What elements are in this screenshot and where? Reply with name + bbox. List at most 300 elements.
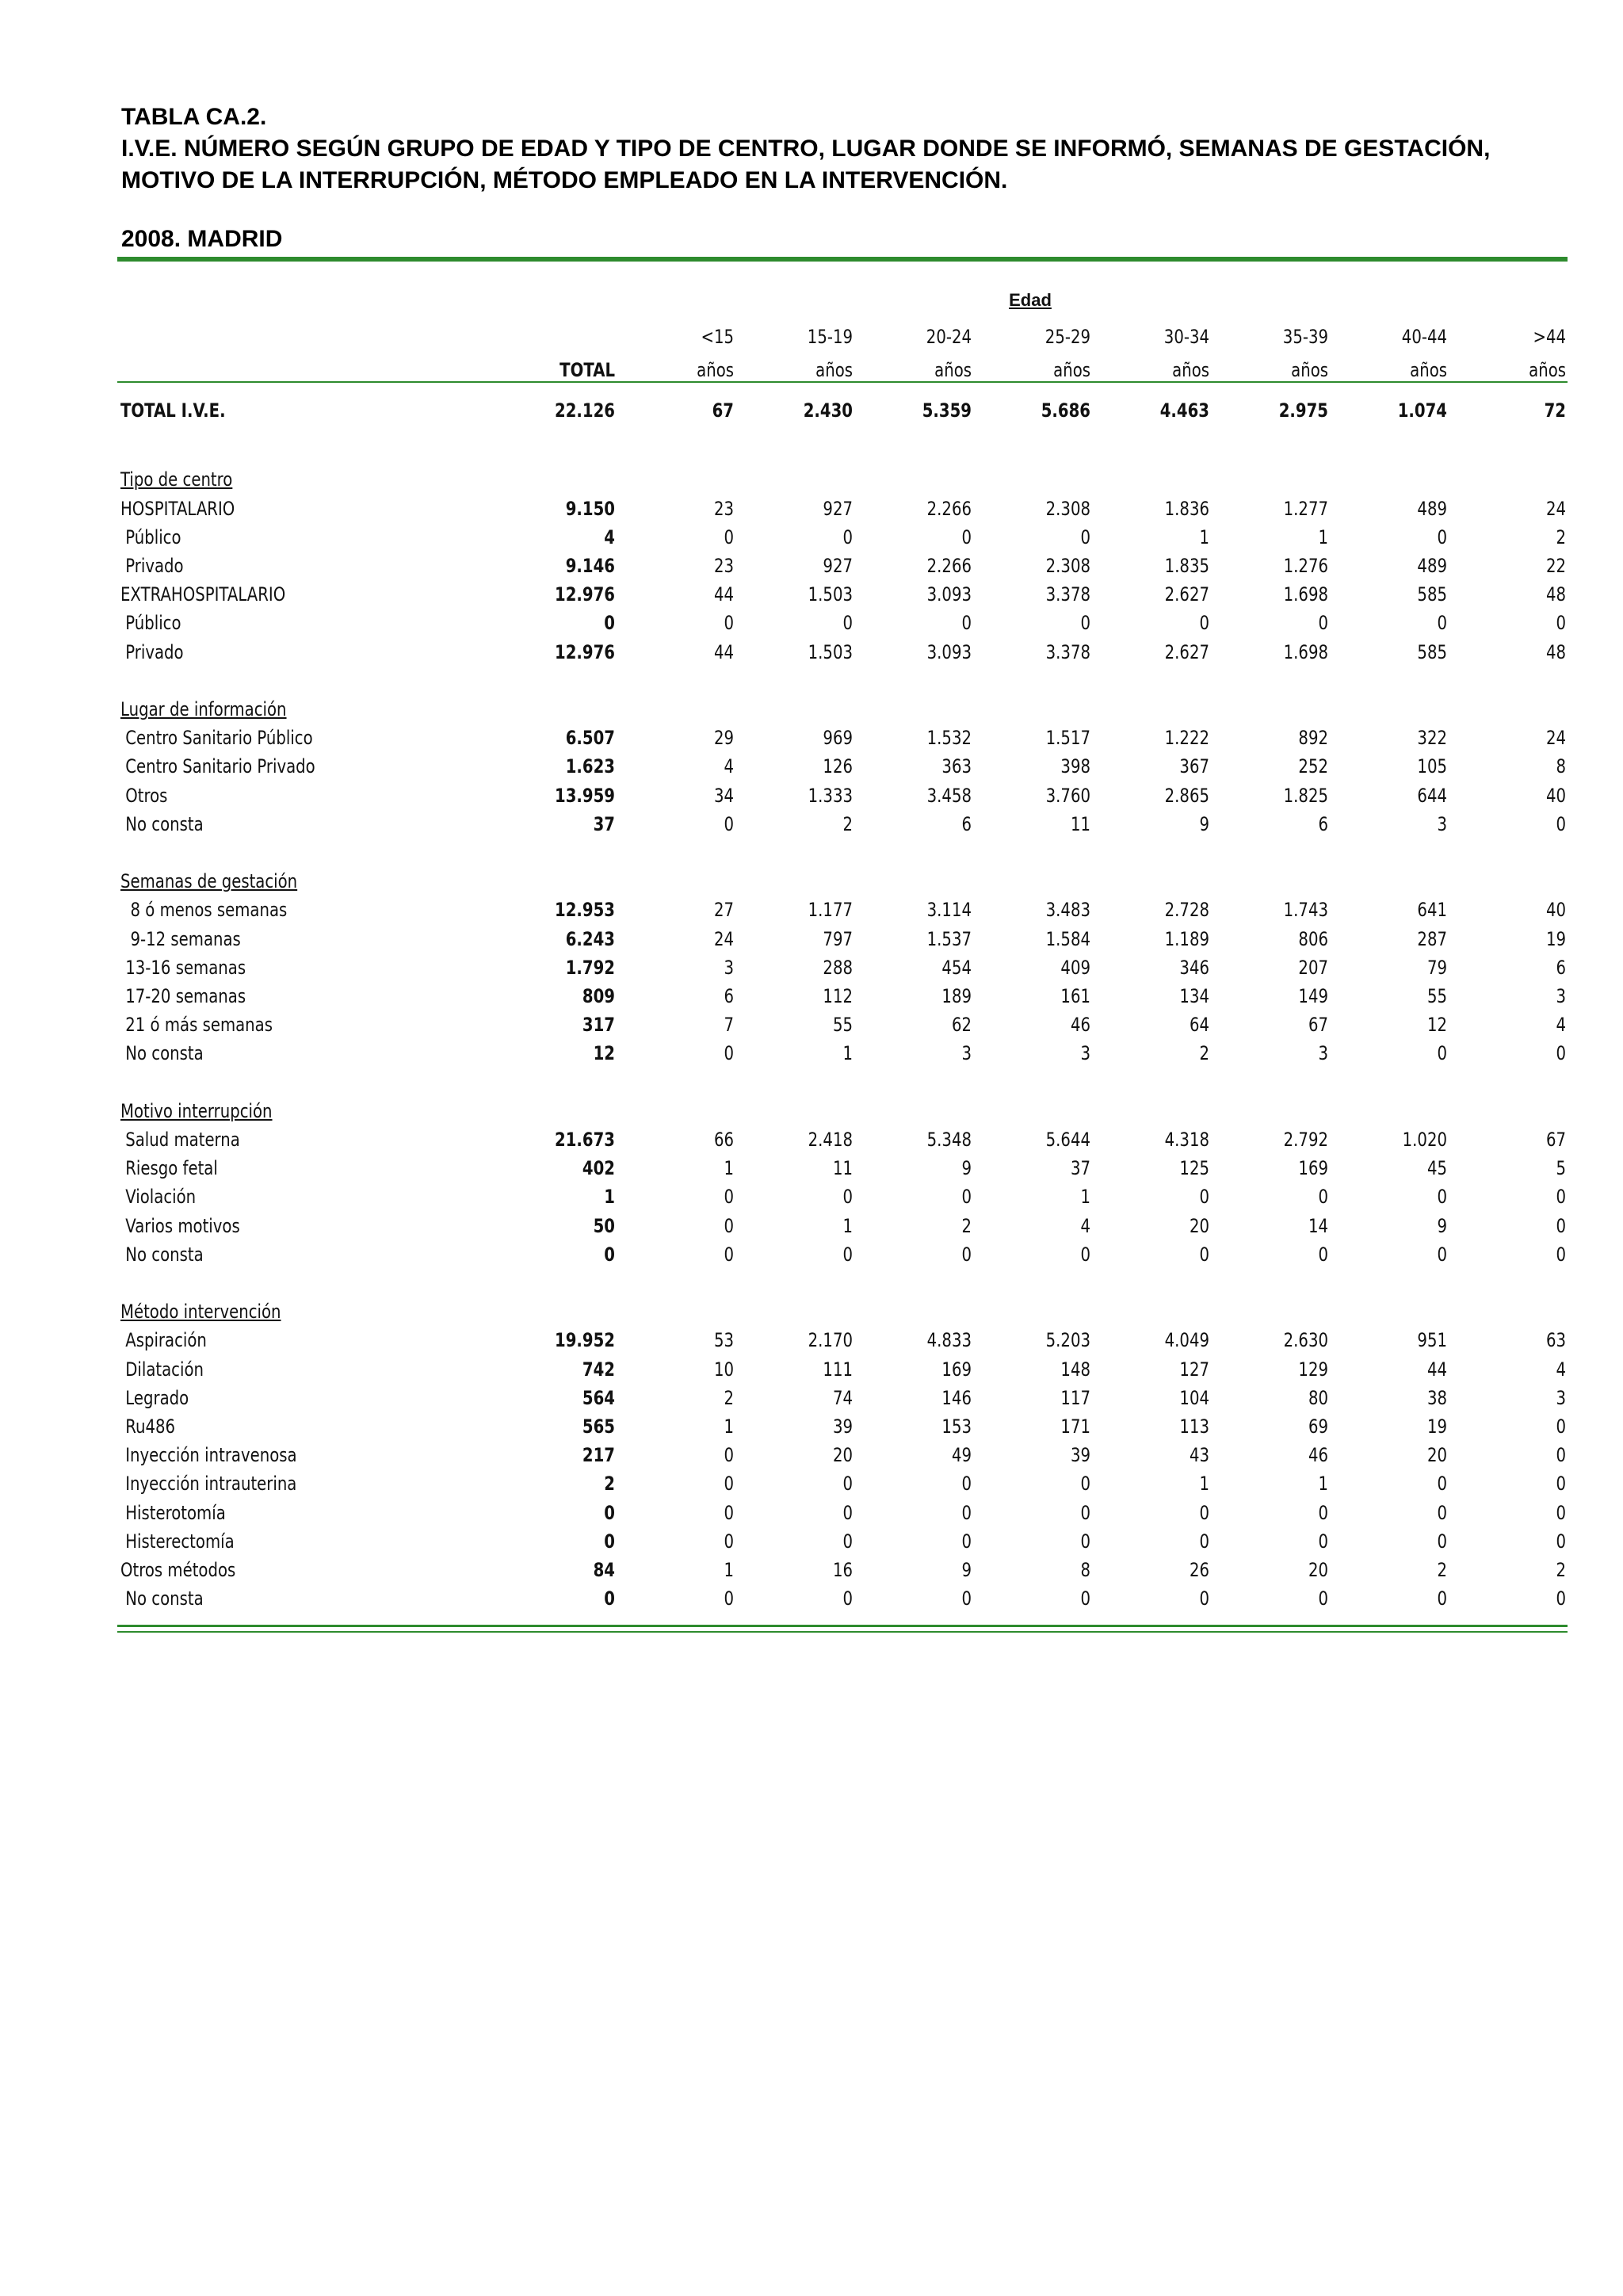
value-cell: 2 <box>1556 1559 1566 1581</box>
value-cell: 44 <box>713 640 734 663</box>
value-cell: 0 <box>1556 1042 1566 1065</box>
value-cell: 48 <box>1545 640 1566 663</box>
column-header-top: 40-44 <box>1401 326 1447 348</box>
value-cell: 1.825 <box>1283 784 1328 807</box>
row-label: Público <box>120 525 181 548</box>
value-cell: 1.277 <box>1283 497 1328 520</box>
table-row <box>0 1527 1623 1556</box>
total-cell: 6.243 <box>565 927 615 950</box>
value-cell: 288 <box>823 956 853 979</box>
total-cell: 12.953 <box>555 899 615 922</box>
value-cell: 44 <box>1426 1358 1447 1381</box>
value-cell: 3.378 <box>1045 640 1090 663</box>
value-cell: 4 <box>1556 1358 1566 1381</box>
value-cell: 169 <box>1298 1157 1328 1180</box>
value-cell: 20 <box>1189 1214 1209 1237</box>
value-cell: 3 <box>1556 985 1566 1007</box>
total-cell: 1.792 <box>565 956 615 979</box>
value-cell: 2 <box>724 1386 734 1409</box>
value-cell: 1.276 <box>1283 555 1328 577</box>
column-header-top: 15-19 <box>807 326 853 348</box>
total-cell: 22.126 <box>555 399 615 422</box>
row-label: Lugar de información <box>120 698 287 720</box>
value-cell: 585 <box>1417 583 1447 606</box>
value-cell: 19 <box>1426 1415 1447 1438</box>
value-cell: 0 <box>1318 1186 1328 1209</box>
row-label: 17-20 semanas <box>120 985 246 1007</box>
value-cell: 0 <box>1080 1473 1090 1496</box>
value-cell: 0 <box>724 1243 734 1266</box>
value-cell: 0 <box>724 1214 734 1237</box>
row-label: Otros métodos <box>120 1559 236 1581</box>
value-cell: 0 <box>724 1473 734 1496</box>
value-cell: 16 <box>832 1559 853 1581</box>
total-cell: 37 <box>593 812 615 835</box>
row-label: Inyección intrauterina <box>120 1473 297 1496</box>
total-cell: 19.952 <box>555 1329 615 1352</box>
value-cell: 48 <box>1545 583 1566 606</box>
column-header-top: 35-39 <box>1282 326 1328 348</box>
value-cell: 1.503 <box>808 583 853 606</box>
value-cell: 148 <box>1060 1358 1090 1381</box>
value-cell: 2 <box>842 812 853 835</box>
value-cell: 0 <box>1199 1186 1209 1209</box>
row-label: EXTRAHOSPITALARIO <box>120 583 286 606</box>
value-cell: 0 <box>842 525 853 548</box>
column-header-top: 20-24 <box>926 326 972 348</box>
column-header-bottom: años <box>1291 359 1328 381</box>
value-cell: 3 <box>1080 1042 1090 1065</box>
value-cell: 207 <box>1298 956 1328 979</box>
value-cell: 454 <box>941 956 972 979</box>
value-cell: 969 <box>823 727 853 750</box>
value-cell: 104 <box>1179 1386 1209 1409</box>
value-cell: 5.686 <box>1041 399 1090 422</box>
table-row <box>0 495 1623 523</box>
value-cell: 39 <box>1070 1444 1090 1467</box>
value-cell: 1.836 <box>1164 497 1209 520</box>
value-cell: 585 <box>1417 640 1447 663</box>
value-cell: 2.266 <box>926 555 972 577</box>
value-cell: 1.333 <box>808 784 853 807</box>
value-cell: 1.743 <box>1283 899 1328 922</box>
value-cell: 0 <box>1556 1501 1566 1524</box>
value-cell: 6 <box>724 985 734 1007</box>
value-cell: 153 <box>941 1415 972 1438</box>
value-cell: 644 <box>1417 784 1447 807</box>
value-cell: 0 <box>1199 1587 1209 1610</box>
age-group-header: Edad <box>1009 290 1052 310</box>
value-cell: 806 <box>1298 927 1328 950</box>
row-label: 8 ó menos semanas <box>120 899 288 922</box>
value-cell: 9 <box>961 1559 972 1581</box>
value-cell: 6 <box>961 812 972 835</box>
column-header-bottom: años <box>934 359 972 381</box>
value-cell: 1.503 <box>808 640 853 663</box>
value-cell: 2.266 <box>926 497 972 520</box>
value-cell: 0 <box>1437 1587 1447 1610</box>
value-cell: 2.430 <box>803 399 853 422</box>
value-cell: 26 <box>1189 1559 1209 1581</box>
value-cell: 951 <box>1417 1329 1447 1352</box>
value-cell: 34 <box>713 784 734 807</box>
table-row <box>0 1584 1623 1613</box>
table-row <box>0 1212 1623 1240</box>
value-cell: 2 <box>1437 1559 1447 1581</box>
value-cell: 1.584 <box>1045 927 1090 950</box>
value-cell: 49 <box>951 1444 972 1467</box>
value-cell: 0 <box>724 1444 734 1467</box>
row-label: No consta <box>120 812 204 835</box>
value-cell: 2.792 <box>1283 1129 1328 1151</box>
value-cell: 3 <box>1556 1386 1566 1409</box>
value-cell: 3.114 <box>926 899 972 922</box>
total-cell: 12.976 <box>555 583 615 606</box>
value-cell: 112 <box>823 985 853 1007</box>
value-cell: 45 <box>1426 1157 1447 1180</box>
value-cell: 2 <box>1556 525 1566 548</box>
value-cell: 40 <box>1545 899 1566 922</box>
table-row <box>0 609 1623 637</box>
total-cell: 1.623 <box>565 755 615 778</box>
value-cell: 1.074 <box>1397 399 1447 422</box>
value-cell: 38 <box>1426 1386 1447 1409</box>
section-heading <box>0 695 1623 724</box>
value-cell: 0 <box>1556 1473 1566 1496</box>
value-cell: 0 <box>724 525 734 548</box>
table-row <box>0 1154 1623 1182</box>
value-cell: 322 <box>1417 727 1447 750</box>
value-cell: 66 <box>713 1129 734 1151</box>
total-cell: 9.146 <box>565 555 615 577</box>
value-cell: 55 <box>1426 985 1447 1007</box>
table-row <box>0 925 1623 953</box>
value-cell: 0 <box>724 1587 734 1610</box>
row-label: 13-16 semanas <box>120 956 246 979</box>
value-cell: 363 <box>941 755 972 778</box>
header-rule <box>117 381 1568 383</box>
value-cell: 0 <box>724 1501 734 1524</box>
table-row <box>0 580 1623 609</box>
total-cell: 317 <box>582 1014 615 1037</box>
value-cell: 0 <box>1556 1186 1566 1209</box>
table-row <box>0 1355 1623 1384</box>
value-cell: 9 <box>961 1157 972 1180</box>
row-label: No consta <box>120 1243 204 1266</box>
value-cell: 1 <box>842 1042 853 1065</box>
value-cell: 2.630 <box>1283 1329 1328 1352</box>
total-cell: 21.673 <box>555 1129 615 1151</box>
row-label: Centro Sanitario Privado <box>120 755 315 778</box>
value-cell: 1 <box>724 1559 734 1581</box>
row-label: Salud materna <box>120 1129 240 1151</box>
row-label: Otros <box>120 784 168 807</box>
value-cell: 4 <box>1556 1014 1566 1037</box>
value-cell: 2.627 <box>1164 640 1209 663</box>
value-cell: 0 <box>1437 1473 1447 1496</box>
value-cell: 0 <box>961 1530 972 1553</box>
value-cell: 0 <box>1199 1501 1209 1524</box>
total-cell: 0 <box>604 1501 615 1524</box>
table-row <box>0 1556 1623 1584</box>
row-label: Público <box>120 612 181 635</box>
value-cell: 11 <box>1070 812 1090 835</box>
value-cell: 6 <box>1318 812 1328 835</box>
value-cell: 80 <box>1308 1386 1328 1409</box>
total-cell: 0 <box>604 612 615 635</box>
value-cell: 0 <box>842 1243 853 1266</box>
value-cell: 1.537 <box>926 927 972 950</box>
row-label: Histerotomía <box>120 1501 226 1524</box>
value-cell: 3.378 <box>1045 583 1090 606</box>
table-row <box>0 1412 1623 1441</box>
top-rule <box>117 257 1568 262</box>
value-cell: 0 <box>842 1473 853 1496</box>
table-row <box>0 896 1623 924</box>
row-label: HOSPITALARIO <box>120 497 235 520</box>
value-cell: 0 <box>1556 1415 1566 1438</box>
row-label: No consta <box>120 1042 204 1065</box>
value-cell: 9 <box>1437 1214 1447 1237</box>
value-cell: 0 <box>1199 1530 1209 1553</box>
value-cell: 8 <box>1080 1559 1090 1581</box>
value-cell: 0 <box>724 1530 734 1553</box>
total-cell: 1 <box>604 1186 615 1209</box>
value-cell: 0 <box>1556 1444 1566 1467</box>
value-cell: 24 <box>1545 497 1566 520</box>
value-cell: 127 <box>1179 1358 1209 1381</box>
value-cell: 126 <box>823 755 853 778</box>
total-row <box>0 396 1623 425</box>
total-cell: 9.150 <box>565 497 615 520</box>
value-cell: 0 <box>961 1587 972 1610</box>
value-cell: 0 <box>1080 525 1090 548</box>
table-row <box>0 724 1623 752</box>
row-label: TOTAL I.V.E. <box>120 399 226 422</box>
value-cell: 0 <box>724 1186 734 1209</box>
row-label: Aspiración <box>120 1329 207 1352</box>
value-cell: 0 <box>961 1501 972 1524</box>
value-cell: 252 <box>1298 755 1328 778</box>
row-label: Inyección intravenosa <box>120 1444 297 1467</box>
value-cell: 1.698 <box>1283 583 1328 606</box>
column-header-total: TOTAL <box>559 359 615 381</box>
value-cell: 409 <box>1060 956 1090 979</box>
value-cell: 927 <box>823 555 853 577</box>
value-cell: 5.359 <box>922 399 972 422</box>
value-cell: 641 <box>1417 899 1447 922</box>
value-cell: 0 <box>724 612 734 635</box>
total-cell: 6.507 <box>565 727 615 750</box>
value-cell: 1.189 <box>1164 927 1209 950</box>
value-cell: 69 <box>1308 1415 1328 1438</box>
value-cell: 1 <box>1318 1473 1328 1496</box>
row-label: 21 ó más semanas <box>120 1014 273 1037</box>
table-row <box>0 1326 1623 1354</box>
value-cell: 20 <box>832 1444 853 1467</box>
value-cell: 62 <box>951 1014 972 1037</box>
value-cell: 63 <box>1545 1329 1566 1352</box>
value-cell: 64 <box>1189 1014 1209 1037</box>
value-cell: 0 <box>1556 1530 1566 1553</box>
value-cell: 0 <box>1080 1243 1090 1266</box>
value-cell: 0 <box>1437 1243 1447 1266</box>
value-cell: 0 <box>1556 1214 1566 1237</box>
row-label: Semanas de gestación <box>120 870 298 893</box>
row-label: Violación <box>120 1186 197 1209</box>
value-cell: 0 <box>1080 1587 1090 1610</box>
total-cell: 0 <box>604 1587 615 1610</box>
table-subtitle: 2008. MADRID <box>121 226 283 252</box>
value-cell: 0 <box>1199 612 1209 635</box>
value-cell: 72 <box>1544 399 1566 422</box>
value-cell: 5.348 <box>926 1129 972 1151</box>
value-cell: 46 <box>1308 1444 1328 1467</box>
value-cell: 1 <box>1318 525 1328 548</box>
row-label: Privado <box>120 555 184 577</box>
table-row <box>0 1469 1623 1498</box>
value-cell: 0 <box>961 525 972 548</box>
value-cell: 0 <box>842 1530 853 1553</box>
value-cell: 1 <box>1199 525 1209 548</box>
column-header-bottom: años <box>697 359 734 381</box>
section-heading <box>0 867 1623 896</box>
value-cell: 0 <box>1080 1501 1090 1524</box>
table-row <box>0 781 1623 810</box>
row-label: Ru486 <box>120 1415 176 1438</box>
total-cell: 13.959 <box>555 784 615 807</box>
value-cell: 0 <box>1437 612 1447 635</box>
value-cell: 0 <box>1318 1587 1328 1610</box>
value-cell: 37 <box>1070 1157 1090 1180</box>
value-cell: 797 <box>823 927 853 950</box>
value-cell: 2.170 <box>808 1329 853 1352</box>
value-cell: 0 <box>1556 1587 1566 1610</box>
row-label: Tipo de centro <box>120 468 233 491</box>
value-cell: 117 <box>1060 1386 1090 1409</box>
value-cell: 346 <box>1179 956 1209 979</box>
section-heading <box>0 1097 1623 1125</box>
value-cell: 3 <box>1318 1042 1328 1065</box>
value-cell: 4.318 <box>1164 1129 1209 1151</box>
value-cell: 39 <box>832 1415 853 1438</box>
total-cell: 564 <box>582 1386 615 1409</box>
value-cell: 23 <box>713 497 734 520</box>
total-cell: 565 <box>582 1415 615 1438</box>
value-cell: 46 <box>1070 1014 1090 1037</box>
value-cell: 3 <box>1437 812 1447 835</box>
section-heading <box>0 465 1623 494</box>
value-cell: 23 <box>713 555 734 577</box>
value-cell: 4.049 <box>1164 1329 1209 1352</box>
value-cell: 53 <box>713 1329 734 1352</box>
column-header-top: <15 <box>701 326 734 348</box>
total-cell: 809 <box>582 985 615 1007</box>
value-cell: 11 <box>832 1157 853 1180</box>
row-label: Centro Sanitario Público <box>120 727 313 750</box>
value-cell: 125 <box>1179 1157 1209 1180</box>
table-row <box>0 810 1623 839</box>
column-header-bottom: años <box>1529 359 1566 381</box>
column-header-top: >44 <box>1533 326 1566 348</box>
value-cell: 3 <box>961 1042 972 1065</box>
table-row <box>0 1125 1623 1154</box>
total-cell: 0 <box>604 1530 615 1553</box>
value-cell: 67 <box>712 399 734 422</box>
row-label: Privado <box>120 640 184 663</box>
value-cell: 14 <box>1308 1214 1328 1237</box>
section-heading <box>0 1297 1623 1326</box>
column-header-bottom: años <box>1172 359 1209 381</box>
value-cell: 2 <box>961 1214 972 1237</box>
row-label: 9-12 semanas <box>120 927 241 950</box>
bottom-rule <box>117 1625 1568 1627</box>
total-cell: 2 <box>604 1473 615 1496</box>
value-cell: 105 <box>1417 755 1447 778</box>
value-cell: 0 <box>1318 1501 1328 1524</box>
value-cell: 1.222 <box>1164 727 1209 750</box>
value-cell: 0 <box>961 1243 972 1266</box>
value-cell: 0 <box>724 1042 734 1065</box>
value-cell: 146 <box>941 1386 972 1409</box>
value-cell: 3.093 <box>926 640 972 663</box>
value-cell: 113 <box>1179 1415 1209 1438</box>
value-cell: 1 <box>1199 1473 1209 1496</box>
value-cell: 20 <box>1308 1559 1328 1581</box>
value-cell: 74 <box>832 1386 853 1409</box>
value-cell: 0 <box>1437 1530 1447 1553</box>
column-header-top: 30-34 <box>1163 326 1209 348</box>
value-cell: 367 <box>1179 755 1209 778</box>
row-label: Motivo interrupción <box>120 1099 273 1122</box>
value-cell: 1.020 <box>1402 1129 1447 1151</box>
value-cell: 9 <box>1199 812 1209 835</box>
table-row <box>0 1240 1623 1269</box>
value-cell: 3.458 <box>926 784 972 807</box>
total-cell: 0 <box>604 1243 615 1266</box>
value-cell: 1 <box>1080 1186 1090 1209</box>
value-cell: 8 <box>1556 755 1566 778</box>
value-cell: 892 <box>1298 727 1328 750</box>
value-cell: 55 <box>832 1014 853 1037</box>
value-cell: 4.463 <box>1159 399 1209 422</box>
value-cell: 927 <box>823 497 853 520</box>
value-cell: 0 <box>1437 1501 1447 1524</box>
table-row <box>0 638 1623 667</box>
value-cell: 189 <box>941 985 972 1007</box>
value-cell: 2.865 <box>1164 784 1209 807</box>
value-cell: 0 <box>1318 1243 1328 1266</box>
value-cell: 2.418 <box>808 1129 853 1151</box>
column-header-top: 25-29 <box>1044 326 1090 348</box>
value-cell: 29 <box>713 727 734 750</box>
value-cell: 2.308 <box>1045 555 1090 577</box>
value-cell: 12 <box>1426 1014 1447 1037</box>
value-cell: 2 <box>1199 1042 1209 1065</box>
value-cell: 169 <box>941 1358 972 1381</box>
total-cell: 4 <box>604 525 615 548</box>
value-cell: 1.698 <box>1283 640 1328 663</box>
row-label: Método intervención <box>120 1301 281 1324</box>
total-cell: 12 <box>593 1042 615 1065</box>
value-cell: 3.093 <box>926 583 972 606</box>
value-cell: 2.728 <box>1164 899 1209 922</box>
value-cell: 0 <box>961 1473 972 1496</box>
value-cell: 0 <box>1318 612 1328 635</box>
total-cell: 84 <box>593 1559 615 1581</box>
value-cell: 0 <box>1556 1243 1566 1266</box>
value-cell: 2.627 <box>1164 583 1209 606</box>
